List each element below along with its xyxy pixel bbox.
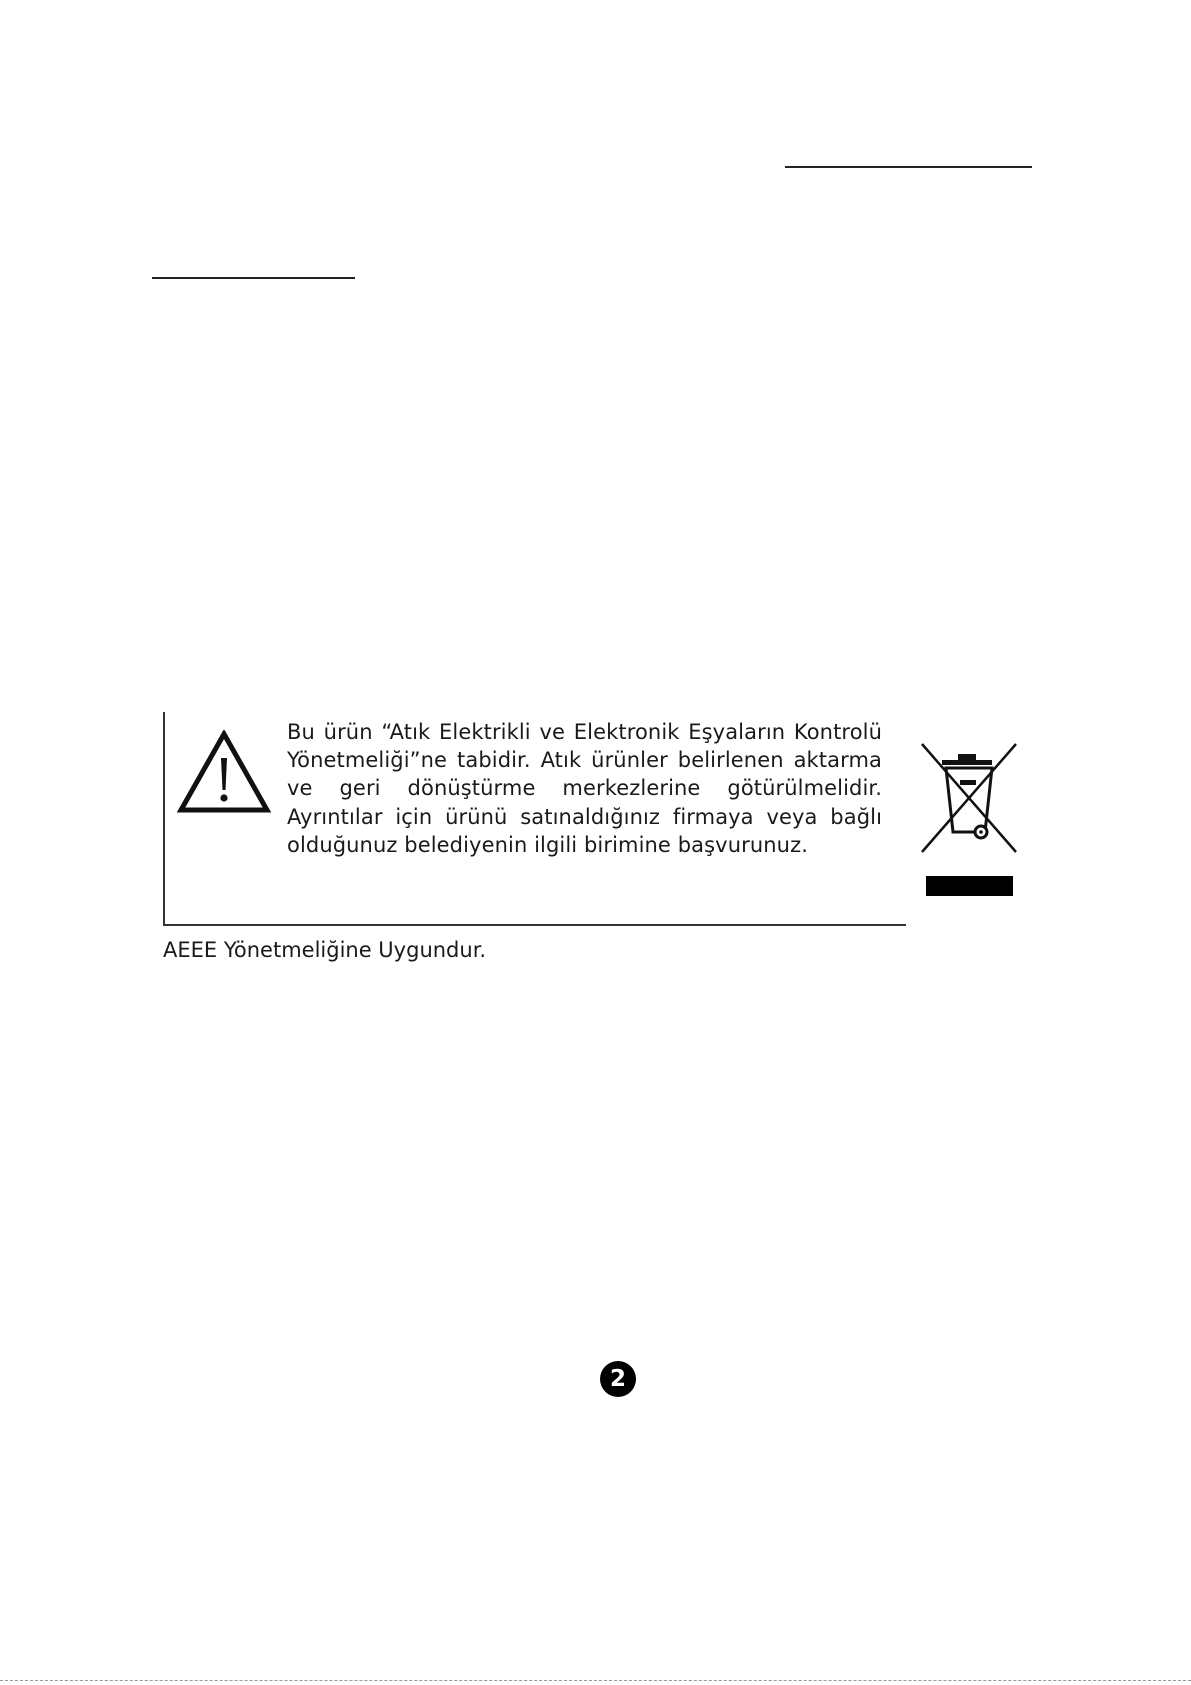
compliance-text: AEEE Yönetmeliğine Uygundur. bbox=[163, 938, 487, 962]
warning-triangle-icon bbox=[177, 730, 271, 814]
top-right-rule bbox=[785, 166, 1032, 168]
page-number-badge: 2 bbox=[600, 1361, 636, 1397]
crossed-out-wheelie-bin-icon bbox=[918, 740, 1020, 862]
notice-text: Bu ürün “Atık Elektrikli ve Elektronik Eşyaların Kontrolü Yönetmeliği”ne tabidir. Atık ürünler belirlenen aktarma ve geri dönüştürme merkezlerine götürülmelidir. Ayrıntılar için ürünü satınaldığınız firmaya veya bağlı olduğunuz belediyenin ilgili birimine başvurunuz. bbox=[287, 720, 882, 857]
page-bottom-border bbox=[0, 1680, 1191, 1681]
left-rule bbox=[152, 277, 355, 279]
weee-underline-bar bbox=[926, 876, 1013, 896]
